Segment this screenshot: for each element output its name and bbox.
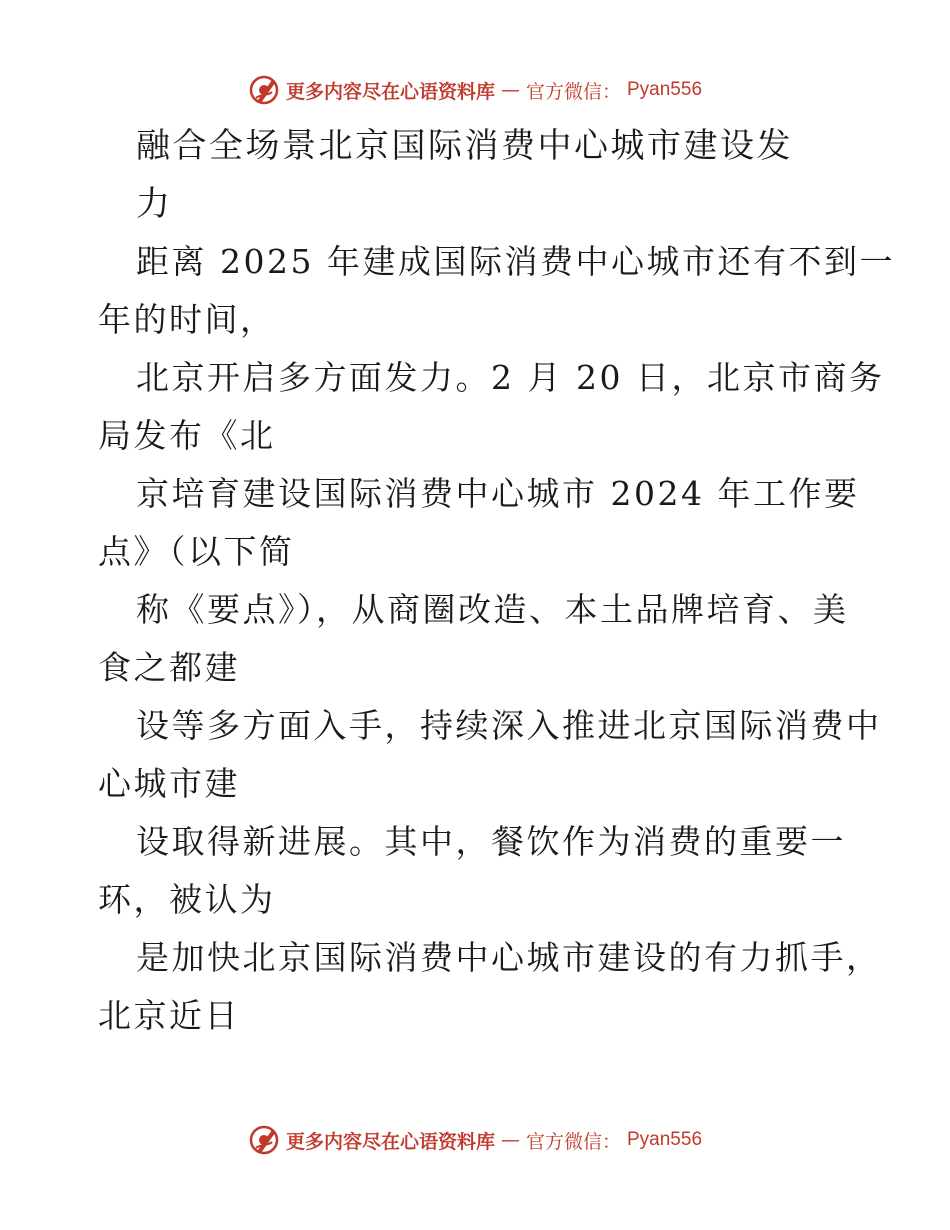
watermark-separator: — xyxy=(500,1129,520,1151)
document-text-line: 是加快北京国际消费中心城市建设的有力抓手， xyxy=(136,938,882,977)
document-text-line: 局发布《北 xyxy=(98,416,276,455)
document-text-line: 点》（以下简 xyxy=(98,532,295,571)
document-text-line: 北京开启多方面发力。2 月 20 日，北京市商务 xyxy=(136,358,885,397)
watermark-text: 更多内容尽在心语资料库 xyxy=(285,1130,495,1153)
document-text-line: 设等多方面入手，持续深入推进北京国际消费中 xyxy=(136,706,882,745)
watermark-banner-top xyxy=(0,70,950,110)
document-text-line: 北京近日 xyxy=(98,996,240,1035)
document-text-line: 年的时间， xyxy=(98,300,276,339)
document-text-line: 京培育建设国际消费中心城市 2024 年工作要 xyxy=(136,474,860,513)
document-title-line-2: 力 xyxy=(136,184,173,224)
document-text-line: 距离 2025 年建成国际消费中心城市还有不到一 xyxy=(136,242,895,281)
document-text-line: 环，被认为 xyxy=(98,880,276,919)
pen-logo-icon xyxy=(248,74,280,106)
watermark-separator: — xyxy=(500,79,520,101)
document-paragraph xyxy=(98,233,895,1045)
watermark-content xyxy=(248,1124,702,1156)
document-text-line: 称《要点》），从商圈改造、本土品牌培育、美 xyxy=(136,590,849,629)
document-body xyxy=(98,117,895,1045)
watermark-banner-bottom xyxy=(0,1120,950,1160)
document-text-line: 食之都建 xyxy=(98,648,240,687)
pen-logo-icon xyxy=(248,1124,280,1156)
watermark-wechat-id: Pyan556 xyxy=(627,1129,703,1150)
document-title-line-1: 融合全场景北京国际消费中心城市建设发 xyxy=(136,126,793,166)
document-text-line: 设取得新进展。其中，餐饮作为消费的重要一 xyxy=(136,822,846,861)
document-text-line: 心城市建 xyxy=(98,764,240,803)
watermark-text: 更多内容尽在心语资料库 xyxy=(285,80,495,103)
watermark-content xyxy=(248,74,702,106)
watermark-wechat-label: 官方微信： xyxy=(525,1130,621,1153)
watermark-wechat-id: Pyan556 xyxy=(627,79,703,100)
watermark-wechat-label: 官方微信： xyxy=(525,80,621,103)
